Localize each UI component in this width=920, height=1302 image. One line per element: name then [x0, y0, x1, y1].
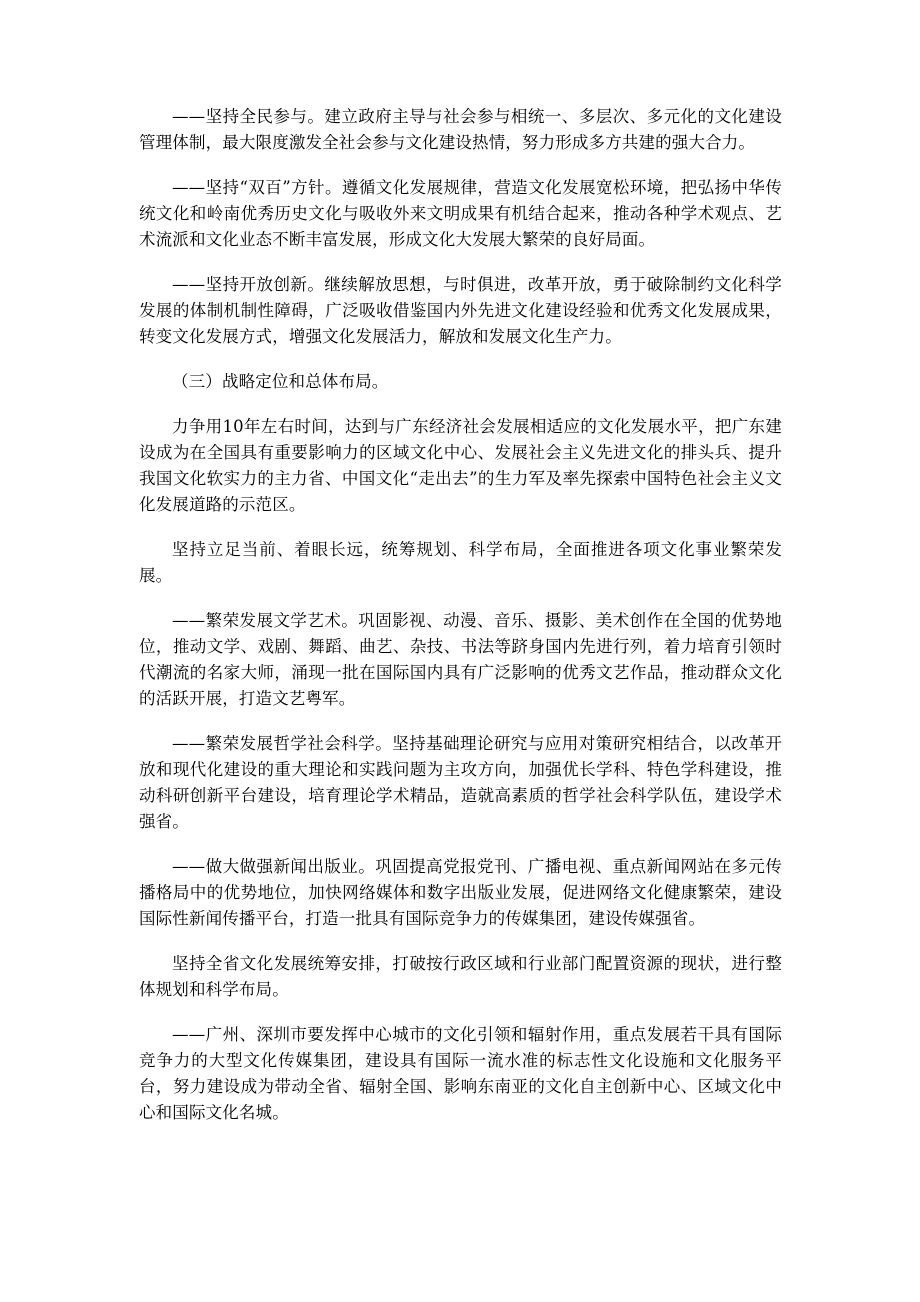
- paragraph-news-publishing: ——做大做强新闻出版业。巩固提高党报党刊、广播电视、重点新闻网站在多元传播格局中的优势地位，加快网络媒体和数字出版业发展，促进网络文化健康繁荣，建设国际性新闻传播平台，打造一批具有国际竞争力的传媒集团，建设传媒强省。: [139, 857, 782, 928]
- paragraph-literature-arts: ——繁荣发展文学艺术。巩固影视、动漫、音乐、摄影、美术创作在全国的优势地位，推动文学、戏剧、舞蹈、曲艺、杂技、书法等跻身国内先进行列，着力培育引领时代潮流的名家大师，涌现一批在国际国内具有广泛影响的优秀文艺作品，推动群众文化的活跃开展，打造文艺粤军。: [139, 611, 782, 708]
- paragraph-overall-planning: 坚持立足当前、着眼长远，统筹规划、科学布局，全面推进各项文化事业繁荣发展。: [139, 540, 782, 585]
- paragraph-adhere-double-hundred: ——坚持“双百”方针。遵循文化发展规律，营造文化发展宽松环境，把弘扬中华传统文化和岭南优秀历史文化与吸收外来文明成果有机结合起来，推动各种学术观点、艺术流派和文化业态不断丰富发展，形成文化大发展大繁荣的良好局面。: [139, 178, 782, 249]
- paragraph-guangzhou-shenzhen: ——广州、深圳市要发挥中心城市的文化引领和辐射作用，重点发展若干具有国际竞争力的大型文化传媒集团，建设具有国际一流水准的标志性文化设施和文化服务平台，努力建设成为带动全省、辐射全国、影响东南亚的文化自主创新中心、区域文化中心和国际文化名城。: [139, 1025, 782, 1122]
- document-body: [139, 104, 782, 1145]
- section-heading-strategic-positioning: （三）战略定位和总体布局。: [172, 372, 389, 391]
- paragraph-provincial-coordination: 坚持全省文化发展统筹安排，打破按行政区域和行业部门配置资源的现状，进行整体规划和科学布局。: [139, 954, 782, 999]
- paragraph-adhere-open-innovation: ——坚持开放创新。继续解放思想，与时俱进，改革开放，勇于破除制约文化科学发展的体制机制性障碍，广泛吸收借鉴国内外先进文化建设经验和优秀文化发展成果，转变文化发展方式，增强文化发展活力，解放和发展文化生产力。: [139, 275, 782, 346]
- paragraph-adhere-public-participation: ——坚持全民参与。建立政府主导与社会参与相统一、多层次、多元化的文化建设管理体制，最大限度激发全社会参与文化建设热情，努力形成多方共建的强大合力。: [139, 107, 782, 152]
- paragraph-philosophy-social-sciences: ——繁荣发展哲学社会科学。坚持基础理论研究与应用对策研究相结合，以改革开放和现代化建设的重大理论和实践问题为主攻方向，加强优长学科、特色学科建设，推动科研创新平台建设，培育理论学术精品，造就高素质的哲学社会科学队伍，建设学术强省。: [139, 734, 782, 831]
- paragraph-ten-year-goal: 力争用10年左右时间，达到与广东经济社会发展相适应的文化发展水平，把广东建设成为在全国具有重要影响力的区域文化中心、发展社会主义先进文化的排头兵、提升我国文化软实力的主力省、中国文化“走出去”的生力军及率先探索中国特色社会主义文化发展道路的示范区。: [139, 417, 782, 514]
